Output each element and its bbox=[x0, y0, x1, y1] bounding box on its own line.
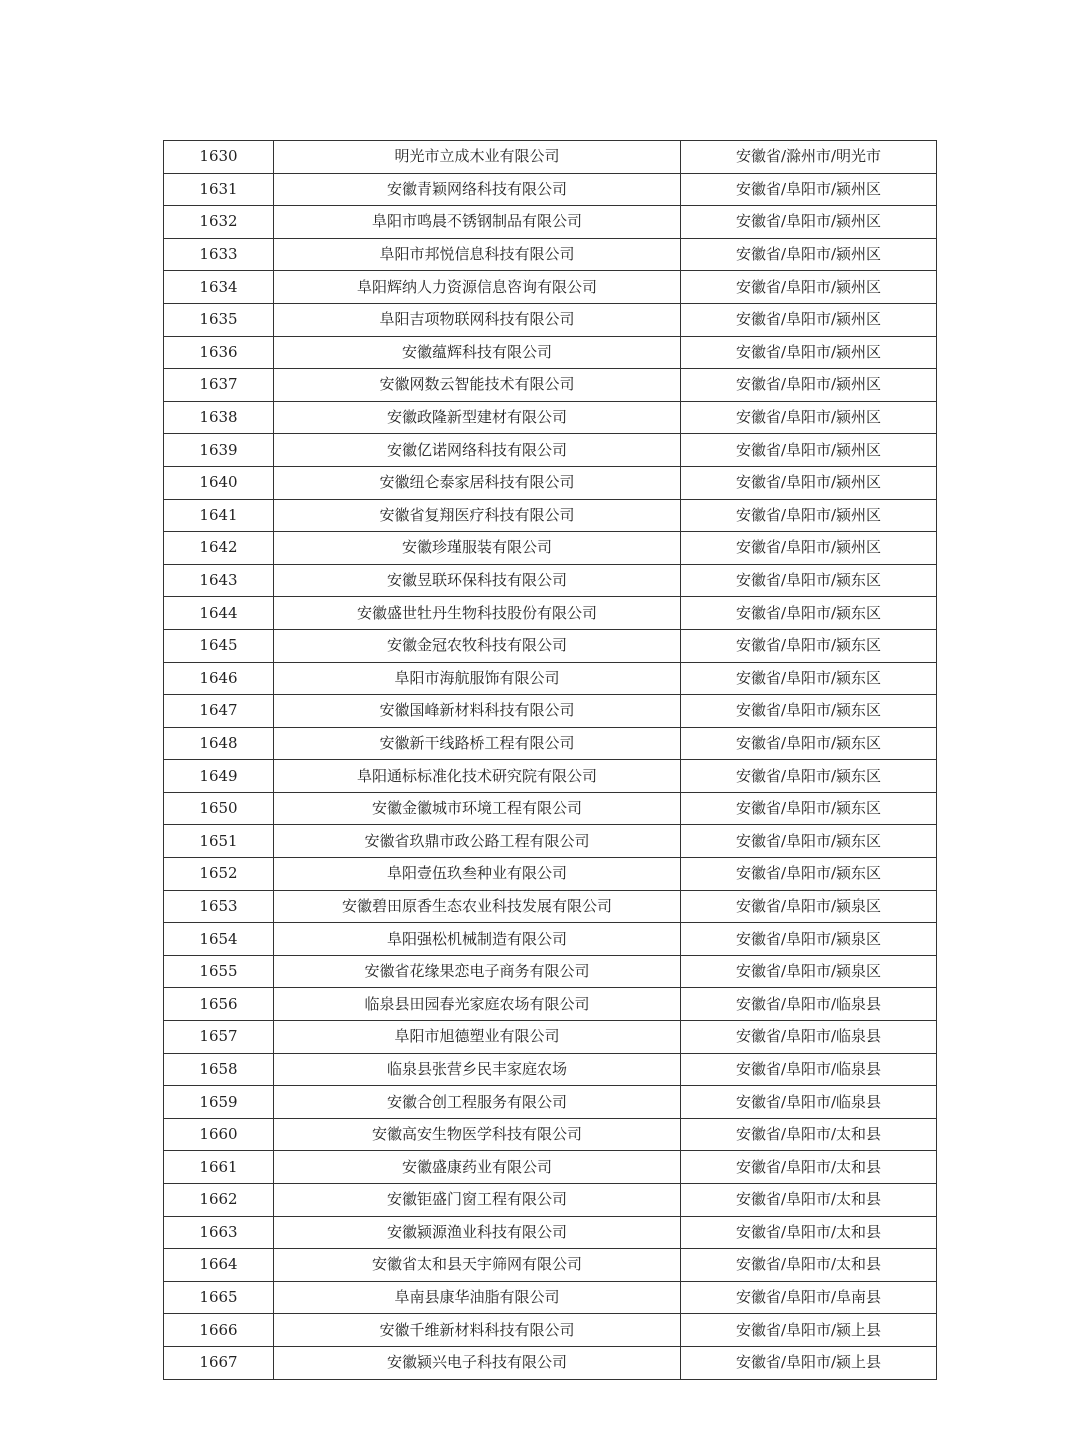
company-name-cell: 安徽网数云智能技术有限公司 bbox=[274, 369, 681, 402]
row-number-cell: 1630 bbox=[164, 141, 274, 174]
table-row bbox=[164, 466, 937, 499]
region-cell: 安徽省/阜阳市/颍东区 bbox=[681, 597, 937, 630]
region-cell: 安徽省/阜阳市/颍州区 bbox=[681, 238, 937, 271]
table-row bbox=[164, 1216, 937, 1249]
table-row bbox=[164, 988, 937, 1021]
company-name-cell: 安徽颍源渔业科技有限公司 bbox=[274, 1216, 681, 1249]
table-row bbox=[164, 369, 937, 402]
table-row bbox=[164, 499, 937, 532]
company-name-cell: 安徽国峰新材料科技有限公司 bbox=[274, 695, 681, 728]
company-name-cell: 阜阳市海航服饰有限公司 bbox=[274, 662, 681, 695]
table-body bbox=[164, 141, 937, 1380]
row-number-cell: 1658 bbox=[164, 1053, 274, 1086]
company-name-cell: 安徽省复翔医疗科技有限公司 bbox=[274, 499, 681, 532]
row-number-cell: 1665 bbox=[164, 1281, 274, 1314]
table-row bbox=[164, 434, 937, 467]
region-cell: 安徽省/阜阳市/颍东区 bbox=[681, 695, 937, 728]
region-cell: 安徽省/阜阳市/临泉县 bbox=[681, 1053, 937, 1086]
company-name-cell: 安徽珍瑾服装有限公司 bbox=[274, 532, 681, 565]
company-list-table bbox=[163, 140, 937, 1380]
row-number-cell: 1645 bbox=[164, 629, 274, 662]
company-name-cell: 安徽高安生物医学科技有限公司 bbox=[274, 1118, 681, 1151]
region-cell: 安徽省/阜阳市/颍东区 bbox=[681, 825, 937, 858]
company-name-cell: 安徽盛世牡丹生物科技股份有限公司 bbox=[274, 597, 681, 630]
region-cell: 安徽省/阜阳市/颍上县 bbox=[681, 1346, 937, 1379]
region-cell: 安徽省/阜阳市/颍东区 bbox=[681, 858, 937, 891]
region-cell: 安徽省/阜阳市/颍州区 bbox=[681, 499, 937, 532]
row-number-cell: 1653 bbox=[164, 890, 274, 923]
table-row bbox=[164, 271, 937, 304]
company-name-cell: 阜阳市鸣晨不锈钢制品有限公司 bbox=[274, 206, 681, 239]
table-row bbox=[164, 695, 937, 728]
row-number-cell: 1654 bbox=[164, 923, 274, 956]
table-row bbox=[164, 662, 937, 695]
company-name-cell: 阜阳通标标准化技术研究院有限公司 bbox=[274, 760, 681, 793]
region-cell: 安徽省/阜阳市/颍东区 bbox=[681, 564, 937, 597]
table-row bbox=[164, 336, 937, 369]
table-row bbox=[164, 760, 937, 793]
row-number-cell: 1661 bbox=[164, 1151, 274, 1184]
company-name-cell: 安徽钜盛门窗工程有限公司 bbox=[274, 1184, 681, 1217]
row-number-cell: 1632 bbox=[164, 206, 274, 239]
company-name-cell: 阜阳市邦悦信息科技有限公司 bbox=[274, 238, 681, 271]
company-name-cell: 阜阳壹伍玖叁种业有限公司 bbox=[274, 858, 681, 891]
table-row bbox=[164, 1021, 937, 1054]
table-row bbox=[164, 401, 937, 434]
region-cell: 安徽省/阜阳市/临泉县 bbox=[681, 1086, 937, 1119]
company-name-cell: 阜南县康华油脂有限公司 bbox=[274, 1281, 681, 1314]
company-name-cell: 安徽碧田原香生态农业科技发展有限公司 bbox=[274, 890, 681, 923]
row-number-cell: 1639 bbox=[164, 434, 274, 467]
row-number-cell: 1663 bbox=[164, 1216, 274, 1249]
region-cell: 安徽省/阜阳市/临泉县 bbox=[681, 1021, 937, 1054]
table-row bbox=[164, 564, 937, 597]
region-cell: 安徽省/滁州市/明光市 bbox=[681, 141, 937, 174]
table-row bbox=[164, 303, 937, 336]
region-cell: 安徽省/阜阳市/颍泉区 bbox=[681, 890, 937, 923]
region-cell: 安徽省/阜阳市/临泉县 bbox=[681, 988, 937, 1021]
company-name-cell: 安徽合创工程服务有限公司 bbox=[274, 1086, 681, 1119]
row-number-cell: 1667 bbox=[164, 1346, 274, 1379]
row-number-cell: 1655 bbox=[164, 955, 274, 988]
region-cell: 安徽省/阜阳市/阜南县 bbox=[681, 1281, 937, 1314]
company-name-cell: 安徽蕴辉科技有限公司 bbox=[274, 336, 681, 369]
region-cell: 安徽省/阜阳市/太和县 bbox=[681, 1249, 937, 1282]
row-number-cell: 1637 bbox=[164, 369, 274, 402]
row-number-cell: 1647 bbox=[164, 695, 274, 728]
table-row bbox=[164, 1151, 937, 1184]
company-name-cell: 阜阳辉纳人力资源信息咨询有限公司 bbox=[274, 271, 681, 304]
row-number-cell: 1642 bbox=[164, 532, 274, 565]
row-number-cell: 1657 bbox=[164, 1021, 274, 1054]
region-cell: 安徽省/阜阳市/颍州区 bbox=[681, 466, 937, 499]
region-cell: 安徽省/阜阳市/颍上县 bbox=[681, 1314, 937, 1347]
row-number-cell: 1664 bbox=[164, 1249, 274, 1282]
row-number-cell: 1652 bbox=[164, 858, 274, 891]
region-cell: 安徽省/阜阳市/颍州区 bbox=[681, 401, 937, 434]
row-number-cell: 1662 bbox=[164, 1184, 274, 1217]
region-cell: 安徽省/阜阳市/颍东区 bbox=[681, 727, 937, 760]
company-name-cell: 阜阳市旭德塑业有限公司 bbox=[274, 1021, 681, 1054]
row-number-cell: 1634 bbox=[164, 271, 274, 304]
row-number-cell: 1650 bbox=[164, 792, 274, 825]
region-cell: 安徽省/阜阳市/颍东区 bbox=[681, 662, 937, 695]
company-name-cell: 安徽新干线路桥工程有限公司 bbox=[274, 727, 681, 760]
region-cell: 安徽省/阜阳市/颍州区 bbox=[681, 173, 937, 206]
region-cell: 安徽省/阜阳市/太和县 bbox=[681, 1118, 937, 1151]
row-number-cell: 1651 bbox=[164, 825, 274, 858]
row-number-cell: 1659 bbox=[164, 1086, 274, 1119]
row-number-cell: 1660 bbox=[164, 1118, 274, 1151]
region-cell: 安徽省/阜阳市/太和县 bbox=[681, 1184, 937, 1217]
table-row bbox=[164, 206, 937, 239]
company-name-cell: 阜阳强松机械制造有限公司 bbox=[274, 923, 681, 956]
table-row bbox=[164, 238, 937, 271]
region-cell: 安徽省/阜阳市/颍州区 bbox=[681, 532, 937, 565]
table-row bbox=[164, 1346, 937, 1379]
region-cell: 安徽省/阜阳市/颍东区 bbox=[681, 792, 937, 825]
company-name-cell: 阜阳吉项物联网科技有限公司 bbox=[274, 303, 681, 336]
company-name-cell: 安徽青颖网络科技有限公司 bbox=[274, 173, 681, 206]
table-row bbox=[164, 858, 937, 891]
row-number-cell: 1648 bbox=[164, 727, 274, 760]
table-row bbox=[164, 955, 937, 988]
company-name-cell: 安徽昱联环保科技有限公司 bbox=[274, 564, 681, 597]
table-row bbox=[164, 890, 937, 923]
company-name-cell: 安徽政隆新型建材有限公司 bbox=[274, 401, 681, 434]
company-name-cell: 安徽纽仑泰家居科技有限公司 bbox=[274, 466, 681, 499]
company-name-cell: 安徽亿诺网络科技有限公司 bbox=[274, 434, 681, 467]
row-number-cell: 1641 bbox=[164, 499, 274, 532]
table-row bbox=[164, 923, 937, 956]
region-cell: 安徽省/阜阳市/太和县 bbox=[681, 1216, 937, 1249]
table-row bbox=[164, 792, 937, 825]
region-cell: 安徽省/阜阳市/颍州区 bbox=[681, 206, 937, 239]
company-name-cell: 安徽千维新材料科技有限公司 bbox=[274, 1314, 681, 1347]
company-name-cell: 安徽省玖鼎市政公路工程有限公司 bbox=[274, 825, 681, 858]
table-row bbox=[164, 825, 937, 858]
table-row bbox=[164, 1053, 937, 1086]
company-name-cell: 安徽盛康药业有限公司 bbox=[274, 1151, 681, 1184]
row-number-cell: 1631 bbox=[164, 173, 274, 206]
row-number-cell: 1649 bbox=[164, 760, 274, 793]
company-name-cell: 临泉县田园春光家庭农场有限公司 bbox=[274, 988, 681, 1021]
region-cell: 安徽省/阜阳市/颍州区 bbox=[681, 434, 937, 467]
region-cell: 安徽省/阜阳市/太和县 bbox=[681, 1151, 937, 1184]
company-name-cell: 临泉县张营乡民丰家庭农场 bbox=[274, 1053, 681, 1086]
row-number-cell: 1636 bbox=[164, 336, 274, 369]
region-cell: 安徽省/阜阳市/颍州区 bbox=[681, 271, 937, 304]
table-row bbox=[164, 1249, 937, 1282]
table-row bbox=[164, 597, 937, 630]
region-cell: 安徽省/阜阳市/颍泉区 bbox=[681, 955, 937, 988]
region-cell: 安徽省/阜阳市/颍东区 bbox=[681, 629, 937, 662]
table-row bbox=[164, 1314, 937, 1347]
company-name-cell: 明光市立成木业有限公司 bbox=[274, 141, 681, 174]
company-name-cell: 安徽金徽城市环境工程有限公司 bbox=[274, 792, 681, 825]
company-name-cell: 安徽省太和县天宇筛网有限公司 bbox=[274, 1249, 681, 1282]
region-cell: 安徽省/阜阳市/颍州区 bbox=[681, 369, 937, 402]
table-row bbox=[164, 1281, 937, 1314]
region-cell: 安徽省/阜阳市/颍州区 bbox=[681, 336, 937, 369]
region-cell: 安徽省/阜阳市/颍泉区 bbox=[681, 923, 937, 956]
table-row bbox=[164, 532, 937, 565]
table-row bbox=[164, 727, 937, 760]
company-name-cell: 安徽金冠农牧科技有限公司 bbox=[274, 629, 681, 662]
company-name-cell: 安徽颍兴电子科技有限公司 bbox=[274, 1346, 681, 1379]
row-number-cell: 1646 bbox=[164, 662, 274, 695]
table-row bbox=[164, 629, 937, 662]
table-row bbox=[164, 1184, 937, 1217]
table-row bbox=[164, 1118, 937, 1151]
table-row bbox=[164, 141, 937, 174]
table-row bbox=[164, 173, 937, 206]
row-number-cell: 1644 bbox=[164, 597, 274, 630]
row-number-cell: 1633 bbox=[164, 238, 274, 271]
row-number-cell: 1656 bbox=[164, 988, 274, 1021]
row-number-cell: 1638 bbox=[164, 401, 274, 434]
table-row bbox=[164, 1086, 937, 1119]
row-number-cell: 1640 bbox=[164, 466, 274, 499]
row-number-cell: 1635 bbox=[164, 303, 274, 336]
region-cell: 安徽省/阜阳市/颍东区 bbox=[681, 760, 937, 793]
company-name-cell: 安徽省花缘果恋电子商务有限公司 bbox=[274, 955, 681, 988]
row-number-cell: 1643 bbox=[164, 564, 274, 597]
region-cell: 安徽省/阜阳市/颍州区 bbox=[681, 303, 937, 336]
row-number-cell: 1666 bbox=[164, 1314, 274, 1347]
